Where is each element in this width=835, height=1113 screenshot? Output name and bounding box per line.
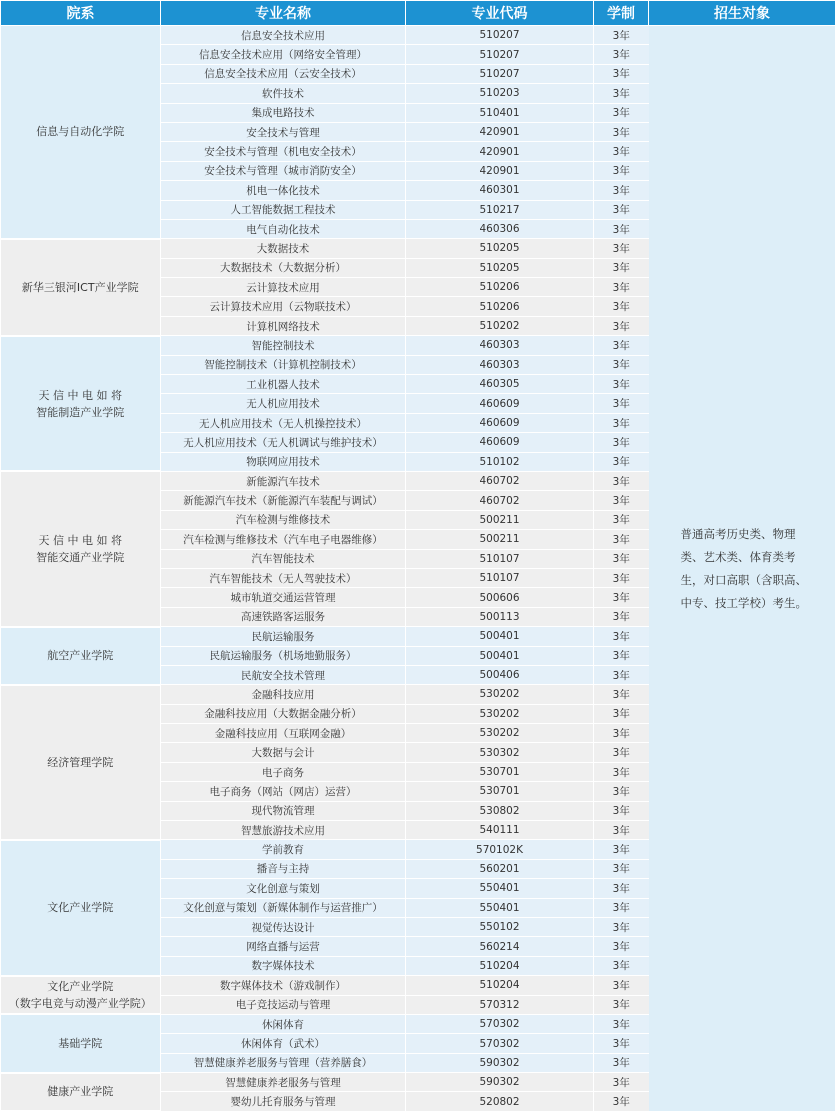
duration-cell: 3年 bbox=[594, 142, 649, 161]
major-name-cell: 休闲体育 bbox=[161, 1014, 406, 1033]
major-code-cell: 460305 bbox=[406, 375, 594, 394]
duration-cell: 3年 bbox=[594, 239, 649, 258]
table-header bbox=[1, 1, 835, 26]
department-name: 文化产业学院 bbox=[47, 980, 114, 994]
duration-cell: 3年 bbox=[594, 64, 649, 83]
major-code-cell: 510102 bbox=[406, 452, 594, 471]
duration-cell: 3年 bbox=[594, 122, 649, 141]
major-code-cell: 550401 bbox=[406, 879, 594, 898]
duration-cell: 3年 bbox=[594, 45, 649, 64]
major-code-cell: 500401 bbox=[406, 646, 594, 665]
department-cell bbox=[1, 471, 161, 626]
major-code-cell: 530802 bbox=[406, 801, 594, 820]
major-code-cell: 510204 bbox=[406, 976, 594, 995]
major-name-cell: 民航运输服务（机场地勤服务） bbox=[161, 646, 406, 665]
major-code-cell: 510204 bbox=[406, 956, 594, 975]
duration-cell: 3年 bbox=[594, 859, 649, 878]
major-name-cell: 网络直播与运营 bbox=[161, 937, 406, 956]
major-code-cell: 570302 bbox=[406, 1014, 594, 1033]
department-cell bbox=[1, 627, 161, 685]
duration-cell: 3年 bbox=[594, 278, 649, 297]
major-code-cell: 550102 bbox=[406, 917, 594, 936]
major-code-cell: 510207 bbox=[406, 26, 594, 45]
major-name-cell: 安全技术与管理 bbox=[161, 122, 406, 141]
duration-cell: 3年 bbox=[594, 821, 649, 840]
duration-cell: 3年 bbox=[594, 1034, 649, 1053]
major-code-cell: 510203 bbox=[406, 84, 594, 103]
duration-cell: 3年 bbox=[594, 607, 649, 626]
duration-cell: 3年 bbox=[594, 433, 649, 452]
duration-cell: 3年 bbox=[594, 588, 649, 607]
duration-cell: 3年 bbox=[594, 665, 649, 684]
major-name-cell: 新能源汽车技术 bbox=[161, 471, 406, 490]
major-code-cell: 460303 bbox=[406, 355, 594, 374]
major-code-cell: 510107 bbox=[406, 549, 594, 568]
major-name-cell: 智慧健康养老服务与管理 bbox=[161, 1073, 406, 1092]
department-cell bbox=[1, 26, 161, 239]
duration-cell: 3年 bbox=[594, 161, 649, 180]
major-code-cell: 460609 bbox=[406, 433, 594, 452]
department-name: 文化产业学院 bbox=[47, 901, 114, 915]
major-code-cell: 460609 bbox=[406, 394, 594, 413]
major-code-cell: 500606 bbox=[406, 588, 594, 607]
major-name-cell: 电子竞技运动与管理 bbox=[161, 995, 406, 1014]
header-department: 院系 bbox=[1, 1, 161, 26]
duration-cell: 3年 bbox=[594, 471, 649, 490]
duration-cell: 3年 bbox=[594, 103, 649, 122]
department-name: 天 信 中 电 如 将 bbox=[38, 388, 122, 402]
header-target-students: 招生对象 bbox=[649, 1, 835, 26]
duration-cell: 3年 bbox=[594, 879, 649, 898]
target-students-cell: 普通高考历史类、物理类、艺术类、体育类考生，对口高职（含职高、中专、技工学校）考生。 bbox=[649, 26, 835, 1112]
department-name: 航空产业学院 bbox=[47, 649, 114, 663]
duration-cell: 3年 bbox=[594, 627, 649, 646]
major-name-cell: 集成电路技术 bbox=[161, 103, 406, 122]
major-name-cell: 数字媒体技术（游戏制作） bbox=[161, 976, 406, 995]
duration-cell: 3年 bbox=[594, 976, 649, 995]
duration-cell: 3年 bbox=[594, 452, 649, 471]
major-name-cell: 人工智能数据工程技术 bbox=[161, 200, 406, 219]
duration-cell: 3年 bbox=[594, 316, 649, 335]
major-name-cell: 金融科技应用（大数据金融分析） bbox=[161, 704, 406, 723]
table-body bbox=[1, 26, 835, 1112]
major-code-cell: 420901 bbox=[406, 161, 594, 180]
major-name-cell: 云计算技术应用 bbox=[161, 278, 406, 297]
major-name-cell: 金融科技应用（互联网金融） bbox=[161, 724, 406, 743]
major-code-cell: 500211 bbox=[406, 510, 594, 529]
header-duration: 学制 bbox=[594, 1, 649, 26]
duration-cell: 3年 bbox=[594, 685, 649, 704]
major-name-cell: 安全技术与管理（机电安全技术） bbox=[161, 142, 406, 161]
major-name-cell: 视觉传达设计 bbox=[161, 917, 406, 936]
major-code-cell: 460303 bbox=[406, 336, 594, 355]
department-name: 基础学院 bbox=[58, 1037, 103, 1050]
major-name-cell: 休闲体育（武术） bbox=[161, 1034, 406, 1053]
major-code-cell: 530202 bbox=[406, 724, 594, 743]
department-cell bbox=[1, 239, 161, 336]
major-code-cell: 530701 bbox=[406, 782, 594, 801]
duration-cell: 3年 bbox=[594, 917, 649, 936]
major-name-cell: 文化创意与策划（新媒体制作与运营推广） bbox=[161, 898, 406, 917]
major-name-cell: 学前教育 bbox=[161, 840, 406, 859]
major-name-cell: 婴幼儿托育服务与管理 bbox=[161, 1092, 406, 1111]
major-code-cell: 530202 bbox=[406, 685, 594, 704]
major-code-cell: 510217 bbox=[406, 200, 594, 219]
major-name-cell: 信息安全技术应用（网络安全管理） bbox=[161, 45, 406, 64]
major-name-cell: 民航安全技术管理 bbox=[161, 665, 406, 684]
major-code-cell: 510207 bbox=[406, 64, 594, 83]
major-code-cell: 460306 bbox=[406, 219, 594, 238]
major-name-cell: 计算机网络技术 bbox=[161, 316, 406, 335]
major-name-cell: 物联网应用技术 bbox=[161, 452, 406, 471]
major-name-cell: 数字媒体技术 bbox=[161, 956, 406, 975]
major-name-cell: 软件技术 bbox=[161, 84, 406, 103]
major-code-cell: 510205 bbox=[406, 239, 594, 258]
major-name-cell: 大数据与会计 bbox=[161, 743, 406, 762]
duration-cell: 3年 bbox=[594, 840, 649, 859]
duration-cell: 3年 bbox=[594, 995, 649, 1014]
major-name-cell: 现代物流管理 bbox=[161, 801, 406, 820]
duration-cell: 3年 bbox=[594, 782, 649, 801]
major-code-cell: 540111 bbox=[406, 821, 594, 840]
header-major-name: 专业名称 bbox=[161, 1, 406, 26]
duration-cell: 3年 bbox=[594, 181, 649, 200]
major-name-cell: 金融科技应用 bbox=[161, 685, 406, 704]
major-code-cell: 570312 bbox=[406, 995, 594, 1014]
major-name-cell: 高速铁路客运服务 bbox=[161, 607, 406, 626]
major-name-cell: 电子商务（网站（网店）运营） bbox=[161, 782, 406, 801]
department-name: 天 信 中 电 如 将 bbox=[38, 534, 122, 548]
major-name-cell: 民航运输服务 bbox=[161, 627, 406, 646]
major-code-cell: 520802 bbox=[406, 1092, 594, 1111]
major-name-cell: 汽车智能技术 bbox=[161, 549, 406, 568]
major-code-cell: 590302 bbox=[406, 1073, 594, 1092]
major-name-cell: 文化创意与策划 bbox=[161, 879, 406, 898]
duration-cell: 3年 bbox=[594, 1014, 649, 1033]
major-name-cell: 汽车检测与维修技术 bbox=[161, 510, 406, 529]
major-code-cell: 590302 bbox=[406, 1053, 594, 1072]
duration-cell: 3年 bbox=[594, 394, 649, 413]
major-name-cell: 智慧旅游技术应用 bbox=[161, 821, 406, 840]
department-name: 经济管理学院 bbox=[47, 755, 114, 769]
major-code-cell: 500113 bbox=[406, 607, 594, 626]
duration-cell: 3年 bbox=[594, 549, 649, 568]
major-name-cell: 城市轨道交通运营管理 bbox=[161, 588, 406, 607]
duration-cell: 3年 bbox=[594, 743, 649, 762]
department-cell bbox=[1, 1014, 161, 1072]
duration-cell: 3年 bbox=[594, 336, 649, 355]
duration-cell: 3年 bbox=[594, 530, 649, 549]
duration-cell: 3年 bbox=[594, 219, 649, 238]
major-code-cell: 460301 bbox=[406, 181, 594, 200]
department-cell bbox=[1, 685, 161, 840]
major-name-cell: 工业机器人技术 bbox=[161, 375, 406, 394]
duration-cell: 3年 bbox=[594, 510, 649, 529]
department-name: 信息与自动化学院 bbox=[36, 125, 125, 139]
major-name-cell: 电气自动化技术 bbox=[161, 219, 406, 238]
major-name-cell: 智慧健康养老服务与管理（营养膳食） bbox=[161, 1053, 406, 1072]
department-name: （数字电竞与动漫产业学院） bbox=[8, 997, 152, 1011]
duration-cell: 3年 bbox=[594, 704, 649, 723]
major-name-cell: 智能控制技术（计算机控制技术） bbox=[161, 355, 406, 374]
major-code-cell: 560214 bbox=[406, 937, 594, 956]
department-cell bbox=[1, 840, 161, 976]
department-cell bbox=[1, 336, 161, 472]
table-row bbox=[1, 26, 835, 45]
duration-cell: 3年 bbox=[594, 762, 649, 781]
major-code-cell: 560201 bbox=[406, 859, 594, 878]
major-code-cell: 500401 bbox=[406, 627, 594, 646]
major-code-cell: 570302 bbox=[406, 1034, 594, 1053]
major-name-cell: 新能源汽车技术（新能源汽车装配与调试） bbox=[161, 491, 406, 510]
duration-cell: 3年 bbox=[594, 84, 649, 103]
major-name-cell: 无人机应用技术（无人机调试与维护技术） bbox=[161, 433, 406, 452]
duration-cell: 3年 bbox=[594, 937, 649, 956]
major-code-cell: 510205 bbox=[406, 258, 594, 277]
duration-cell: 3年 bbox=[594, 355, 649, 374]
major-code-cell: 510207 bbox=[406, 45, 594, 64]
department-cell bbox=[1, 1073, 161, 1112]
duration-cell: 3年 bbox=[594, 1092, 649, 1111]
major-name-cell: 播音与主持 bbox=[161, 859, 406, 878]
major-name-cell: 信息安全技术应用 bbox=[161, 26, 406, 45]
duration-cell: 3年 bbox=[594, 491, 649, 510]
duration-cell: 3年 bbox=[594, 568, 649, 587]
major-code-cell: 460702 bbox=[406, 491, 594, 510]
major-code-cell: 420901 bbox=[406, 142, 594, 161]
department-name: 智能交通产业学院 bbox=[36, 551, 125, 565]
major-code-cell: 500211 bbox=[406, 530, 594, 549]
major-code-cell: 530701 bbox=[406, 762, 594, 781]
major-code-cell: 510107 bbox=[406, 568, 594, 587]
duration-cell: 3年 bbox=[594, 724, 649, 743]
duration-cell: 3年 bbox=[594, 413, 649, 432]
major-code-cell: 510202 bbox=[406, 316, 594, 335]
major-name-cell: 安全技术与管理（城市消防安全） bbox=[161, 161, 406, 180]
duration-cell: 3年 bbox=[594, 898, 649, 917]
department-name: 智能制造产业学院 bbox=[36, 405, 125, 419]
header-major-code: 专业代码 bbox=[406, 1, 594, 26]
major-code-cell: 530302 bbox=[406, 743, 594, 762]
duration-cell: 3年 bbox=[594, 801, 649, 820]
major-code-cell: 530202 bbox=[406, 704, 594, 723]
duration-cell: 3年 bbox=[594, 1073, 649, 1092]
major-code-cell: 460702 bbox=[406, 471, 594, 490]
major-name-cell: 汽车智能技术（无人驾驶技术） bbox=[161, 568, 406, 587]
major-code-cell: 420901 bbox=[406, 122, 594, 141]
major-code-cell: 550401 bbox=[406, 898, 594, 917]
duration-cell: 3年 bbox=[594, 956, 649, 975]
department-name: 健康产业学院 bbox=[47, 1085, 114, 1099]
major-code-cell: 510206 bbox=[406, 297, 594, 316]
department-name: 新华三银河ICT产业学院 bbox=[21, 280, 139, 294]
duration-cell: 3年 bbox=[594, 297, 649, 316]
major-name-cell: 无人机应用技术（无人机操控技术） bbox=[161, 413, 406, 432]
duration-cell: 3年 bbox=[594, 26, 649, 45]
major-name-cell: 信息安全技术应用（云安全技术） bbox=[161, 64, 406, 83]
duration-cell: 3年 bbox=[594, 646, 649, 665]
major-name-cell: 机电一体化技术 bbox=[161, 181, 406, 200]
major-name-cell: 云计算技术应用（云物联技术） bbox=[161, 297, 406, 316]
duration-cell: 3年 bbox=[594, 1053, 649, 1072]
duration-cell: 3年 bbox=[594, 258, 649, 277]
major-name-cell: 汽车检测与维修技术（汽车电子电器维修） bbox=[161, 530, 406, 549]
major-code-cell: 500406 bbox=[406, 665, 594, 684]
major-code-cell: 570102K bbox=[406, 840, 594, 859]
major-name-cell: 大数据技术（大数据分析） bbox=[161, 258, 406, 277]
major-name-cell: 大数据技术 bbox=[161, 239, 406, 258]
major-name-cell: 电子商务 bbox=[161, 762, 406, 781]
major-code-cell: 510401 bbox=[406, 103, 594, 122]
department-cell bbox=[1, 976, 161, 1015]
major-name-cell: 智能控制技术 bbox=[161, 336, 406, 355]
duration-cell: 3年 bbox=[594, 375, 649, 394]
major-code-cell: 510206 bbox=[406, 278, 594, 297]
major-name-cell: 无人机应用技术 bbox=[161, 394, 406, 413]
major-code-cell: 460609 bbox=[406, 413, 594, 432]
duration-cell: 3年 bbox=[594, 200, 649, 219]
